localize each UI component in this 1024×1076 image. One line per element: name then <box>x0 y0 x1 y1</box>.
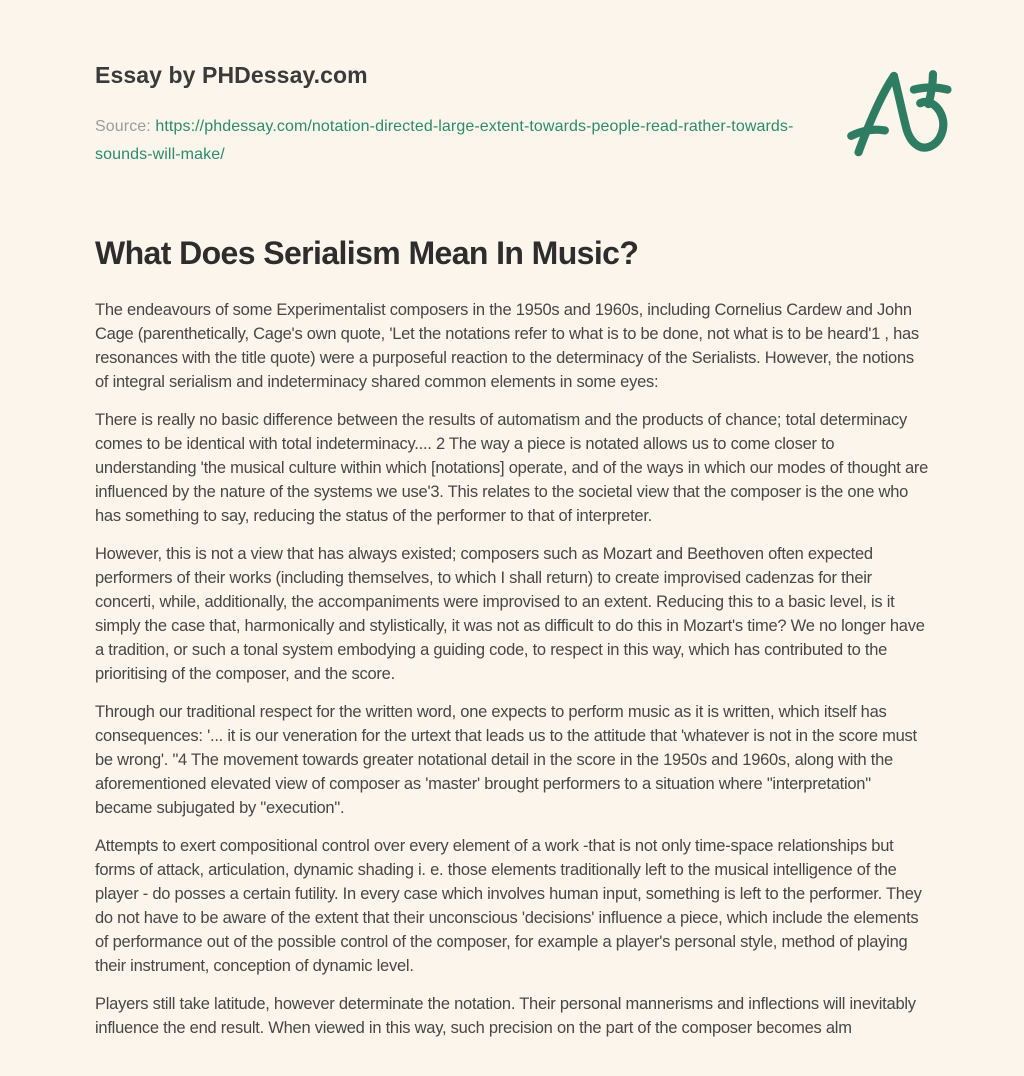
site-header-title: Essay by PHDessay.com <box>95 62 368 88</box>
essay-paragraph: Attempts to exert compositional control over every element of a work -that is not only time-space relationships but forms of attack, articulation, dynamic shading i. e. those elements traditionally left to the musical intelligence of the player - do posses a certain futility. In every case which involves human input, something is left to the performer. They do not have to be aware of the extent that their unconscious 'decisions' influence a piece, which include the elements of performance out of the possible control of the composer, for example a player's personal style, method of playing their instrument, conception of dynamic level. <box>95 837 922 975</box>
source-url-link[interactable]: https://phdessay.com/notation-directed-large-extent-towards-people-read-rather-towards-sounds-will-make/ <box>95 118 794 163</box>
essay-title: What Does Serialism Mean In Music? <box>95 235 639 271</box>
source-label: Source: <box>95 118 151 135</box>
essay-body <box>95 298 930 1040</box>
essay-paragraph: The endeavours of some Experimentalist composers in the 1950s and 1960s, including Cornelius Cardew and John Cage (parenthetically, Cage's own quote, 'Let the notations refer to what is to be done, not what is to be heard'1 , has resonances with the title quote) were a purposeful reaction to the determinacy of the Serialists. However, the notions of integral serialism and indeterminacy shared common elements in some eyes: <box>95 301 919 391</box>
source-line <box>95 113 795 169</box>
a-plus-logo-icon <box>844 64 962 166</box>
essay-paragraph: However, this is not a view that has always existed; composers such as Mozart and Beethoven often expected performers of their works (including themselves, to which I shall return) to create improvised cadenzas for their concerti, while, additionally, the accompaniments were improvised to an extent. Reducing this to a basic level, is it simply the case that, harmonically and stylistically, it was not as difficult to do this in Mozart's time? We no longer have a tradition, or such a tonal system embodying a guiding code, to respect in this way, which has contributed to the prioritising of the composer, and the score. <box>95 545 925 683</box>
essay-paragraph: Players still take latitude, however determinate the notation. Their personal mannerisms and inflections will inevitably influence the end result. When viewed in this way, such precision on the part of the composer becomes alm <box>95 995 916 1037</box>
essay-paragraph: Through our traditional respect for the written word, one expects to perform music as it is written, which itself has consequences: '... it is our veneration for the urtext that leads us to the attitude that 'whatever is not in the score must be wrong'. "4 The movement towards greater notational detail in the score in the 1950s and 1960s, along with the aforementioned elevated view of composer as 'master' brought performers to a situation where "interpretation" became subjugated by "execution". <box>95 703 917 817</box>
essay-paragraph: There is really no basic difference between the results of automatism and the products of chance; total determinacy comes to be identical with total indeterminacy.... 2 The way a piece is notated allows us to come closer to understanding 'the musical culture within which [notations] operate, and of the ways in which our modes of thought are influenced by the nature of the systems we use'3. This relates to the societal view that the composer is the one who has something to say, reducing the status of the performer to that of interpreter. <box>95 411 929 525</box>
